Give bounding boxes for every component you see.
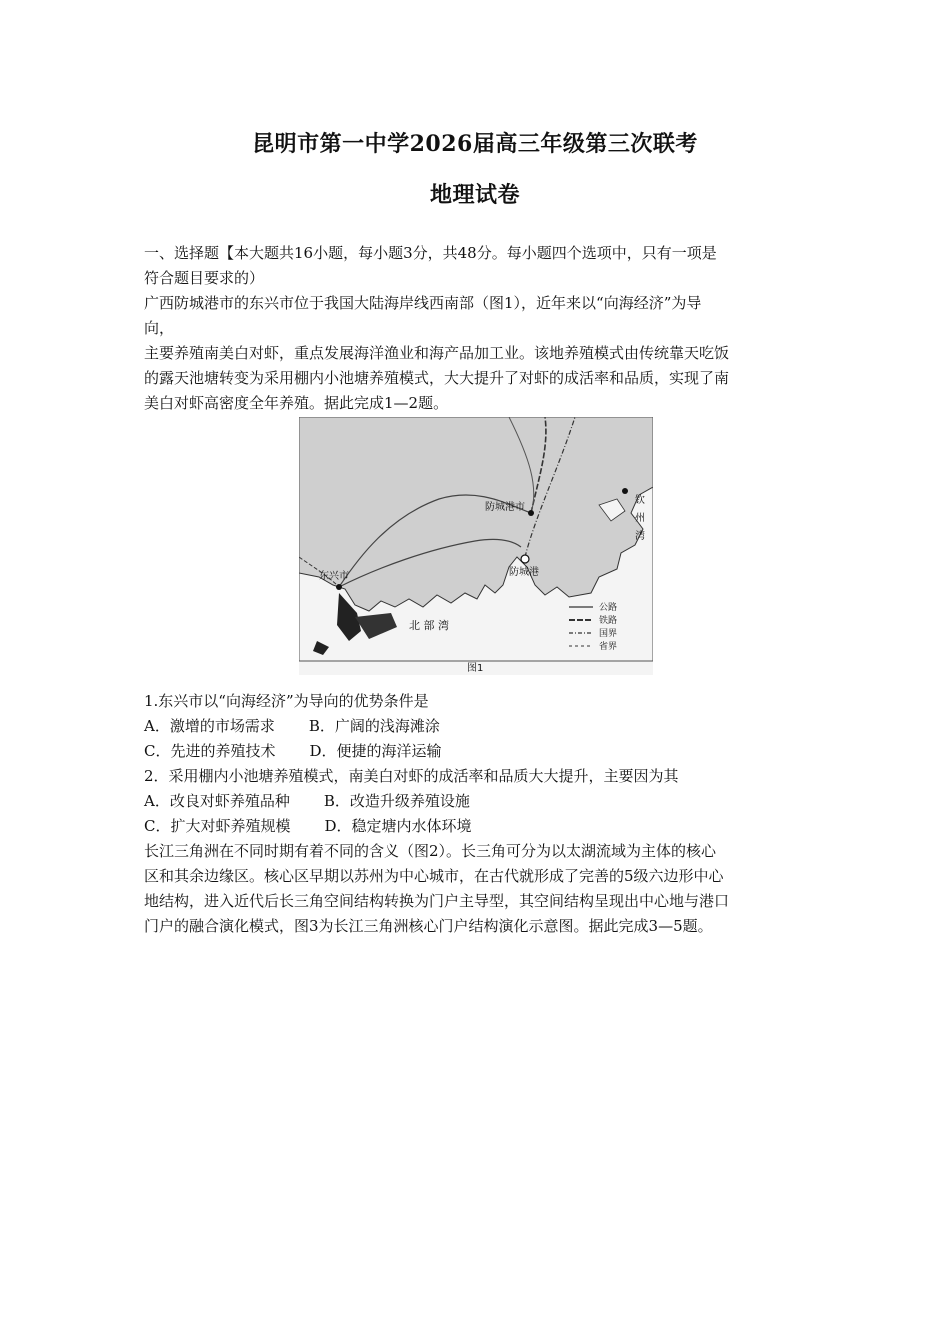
legend-national-border: 国界 xyxy=(599,629,618,639)
label-qinzhou-1: 钦 xyxy=(635,495,645,506)
question-2-options-row xyxy=(144,789,810,814)
option-2b[interactable]: B．改造升级养殖设施 xyxy=(323,792,470,810)
marker-dongxing xyxy=(336,584,342,590)
option-1c[interactable]: C．先进的养殖技术 xyxy=(144,742,276,760)
option-2d[interactable]: D．稳定塘内水体环境 xyxy=(324,817,472,835)
label-beibu-bay: 北 部 湾 xyxy=(409,619,449,632)
question-2-options-row xyxy=(144,814,810,839)
question-1-options-row xyxy=(144,739,810,764)
exam-subtitle: 地理试卷 xyxy=(429,182,520,208)
intro-line: 一、选择题【本大题共16小题，每小题3分，共48分。每小题四个选项中，只有一项是 xyxy=(144,244,717,262)
passage-2-line: 区和其余边缘区。核心区早期以苏州为中心城市，在古代就形成了完善的5级六边形中心 xyxy=(144,867,724,885)
label-dongxing: 东兴市 xyxy=(319,571,349,582)
option-1a[interactable]: A．激增的市场需求 xyxy=(144,717,275,735)
exam-title: 昆明市第一中学2026届高三年级第三次联考 xyxy=(252,131,698,157)
passage-2-line: 门户的融合演化模式，图3为长江三角洲核心门户结构演化示意图。据此完成3—5题。 xyxy=(144,917,713,935)
passage-line: 的露天池塘转变为采用棚内小池塘养殖模式，大大提升了对虾的成活率和品质，实现了南 xyxy=(144,369,730,387)
figure-1-caption: 图1 xyxy=(467,663,484,674)
passage-1 xyxy=(144,291,810,416)
passage-line: 主要养殖南美白对虾，重点发展海洋渔业和海产品加工业。该地养殖模式由传统靠天吃饭 xyxy=(144,344,730,362)
label-qinzhou-3: 湾 xyxy=(635,531,645,542)
passage-line: 向， xyxy=(144,319,175,337)
legend-road: 公路 xyxy=(599,603,618,613)
intro-line: 符合题目要求的） xyxy=(144,269,265,287)
marker-fangchenggang-port xyxy=(521,555,529,563)
option-1b[interactable]: B．广阔的浅海滩涂 xyxy=(308,717,440,735)
legend-provincial-border: 省界 xyxy=(599,642,618,652)
figure-1-map xyxy=(299,417,653,675)
question-1-options-row xyxy=(144,714,810,739)
legend-railway: 铁路 xyxy=(599,616,618,626)
marker-qinzhou xyxy=(622,488,628,494)
option-2a[interactable]: A．改良对虾养殖品种 xyxy=(144,792,290,810)
passage-line: 美白对虾高密度全年养殖。据此完成1—2题。 xyxy=(144,394,449,412)
questions xyxy=(144,689,810,939)
passage-line: 广西防城港市的东兴市位于我国大陆海岸线西南部（图1），近年来以“向海经济”为导 xyxy=(144,294,702,312)
label-fangchenggang-port: 防城港 xyxy=(509,567,539,578)
marker-fangchenggang-city xyxy=(528,510,534,516)
question-2-stem: 2．采用棚内小池塘养殖模式，南美白对虾的成活率和品质大大提升，主要因为其 xyxy=(144,767,679,785)
label-fangchenggang-city: 防城港市 xyxy=(485,502,525,513)
question-1-stem: 1.东兴市以“向海经济”为导向的优势条件是 xyxy=(144,692,429,710)
option-1d[interactable]: D．便捷的海洋运输 xyxy=(309,742,442,760)
passage-2-line: 地结构，进入近代后长三角空间结构转换为门户主导型，其空间结构呈现出中心地与港口 xyxy=(144,892,730,910)
label-qinzhou-2: 州 xyxy=(635,513,645,524)
passage-2-line: 长江三角洲在不同时期有着不同的含义（图2）。长三角可分为以太湖流域为主体的核心 xyxy=(144,842,717,860)
option-2c[interactable]: C．扩大对虾养殖规模 xyxy=(144,817,291,835)
section-intro xyxy=(144,241,810,291)
